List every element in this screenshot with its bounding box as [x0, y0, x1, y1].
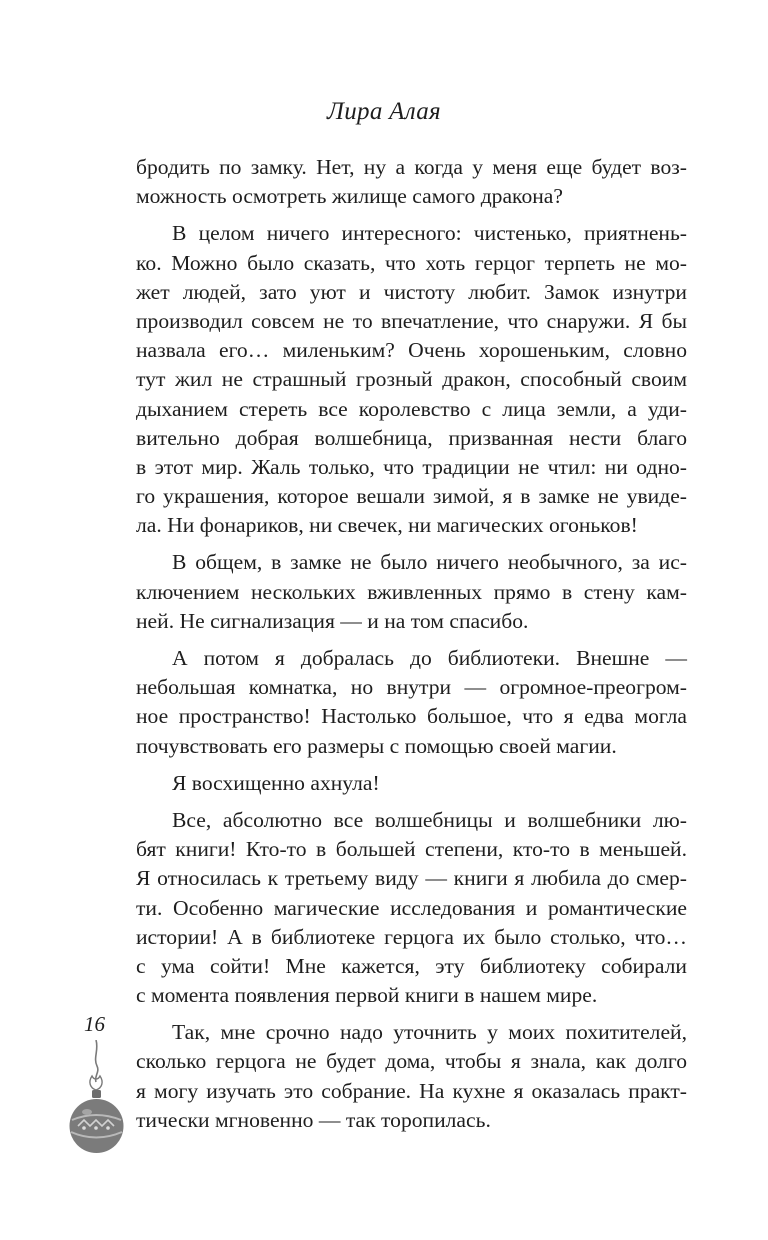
- text-line: почувствовать его размеры с помощью своей магии.: [136, 733, 617, 758]
- text-line: жет людей, зато уют и чистоту любит. Замок изнутри: [136, 279, 687, 304]
- text-line: сколько герцога не будет дома, чтобы я знала, как долго: [136, 1049, 687, 1074]
- text-line: Все, абсолютно все волшебницы и волшебники лю-: [172, 807, 687, 832]
- text-line: ти. Особенно магические исследования и романтические: [136, 895, 687, 920]
- text-line: в этот мир. Жаль только, что традиции не чтил: ни одно-: [136, 454, 687, 479]
- text-line: ко. Можно было сказать, что хоть герцог терпеть не мо-: [136, 250, 687, 275]
- text-line: Так, мне срочно надо уточнить у моих похитителей,: [172, 1020, 687, 1045]
- text-line: А потом я добралась до библиотеки. Внешне —: [172, 646, 687, 670]
- text-line: с момента появления первой книги в нашем мире.: [136, 983, 598, 1008]
- text-line: бят книги! Кто-то в большей степени, кто-то в меньшей.: [136, 837, 687, 862]
- running-header: Лира Алая: [327, 98, 441, 125]
- text-line: ла. Ни фонариков, ни свечек, ни магических огоньков!: [136, 513, 638, 538]
- body-text: [136, 153, 687, 1135]
- text-line: истории! А в библиотеке герцога их было столько, что…: [136, 924, 687, 949]
- text-line: производил совсем не то впечатление, что снаружи. Я бы: [136, 308, 687, 333]
- text-line: вительно добрая волшебница, призванная нести благо: [136, 425, 687, 450]
- text-line: я могу изучать это собрание. На кухне я оказалась практ-: [136, 1078, 687, 1103]
- christmas-bauble-icon: [66, 1040, 130, 1156]
- text-line: с ума сойти! Мне кажется, эту библиотеку собирали: [136, 953, 687, 978]
- text-line: В общем, в замке не было ничего необычного, за ис-: [172, 550, 687, 575]
- text-line: дыханием стереть все королевство с лица земли, а уди-: [136, 396, 687, 421]
- text-line: назвала его… миленьким? Очень хорошеньким, словно: [136, 338, 687, 363]
- text-line: Я относилась к третьему виду — книги я любила до смер-: [136, 866, 687, 891]
- text-line: го украшения, которое вешали зимой, я в замке не увиде-: [136, 484, 687, 509]
- text-line: тут жил не страшный грозный дракон, способный своим: [136, 367, 687, 392]
- page-number: 16: [84, 1012, 105, 1036]
- text-line: можность осмотреть жилище самого дракона?: [136, 184, 563, 209]
- text-line: небольшая комнатка, но внутри — огромное-преогром-: [136, 675, 687, 700]
- text-line: В целом ничего интересного: чистенько, приятнень-: [172, 221, 687, 246]
- text-line: ней. Не сигнализация — и на том спасибо.: [136, 608, 529, 633]
- text-line: Я восхищенно ахнула!: [172, 770, 380, 795]
- text-line: тически мгновенно — так торопилась.: [136, 1107, 491, 1132]
- text-line: ключением нескольких вживленных прямо в стену кам-: [136, 579, 687, 604]
- text-line: ное пространство! Настолько большое, что я едва могла: [136, 704, 687, 729]
- text-line: бродить по замку. Нет, ну а когда у меня еще будет воз-: [136, 155, 687, 179]
